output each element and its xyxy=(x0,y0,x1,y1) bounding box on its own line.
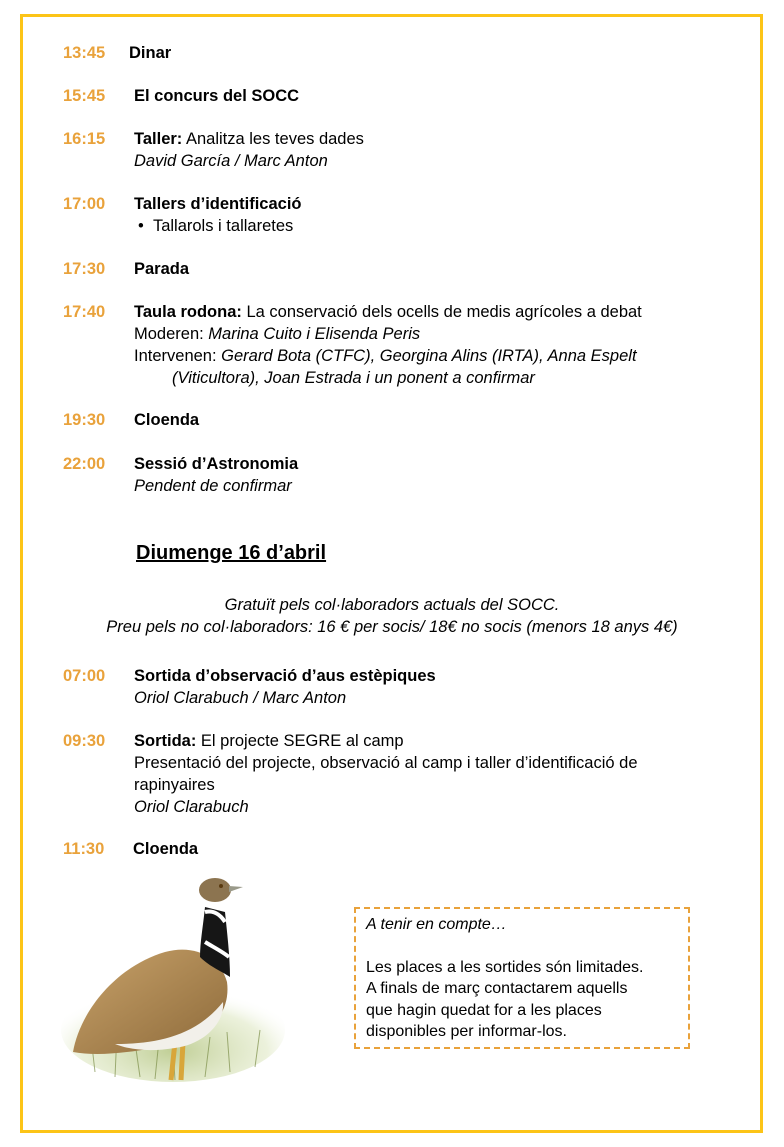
item-body xyxy=(129,42,171,64)
item-speakers: Pendent de confirmar xyxy=(134,477,292,495)
note-line: A finals de març contactarem aquells xyxy=(366,980,628,997)
item-time: 17:00 xyxy=(63,195,106,213)
intervenen-label: Intervenen: xyxy=(134,347,222,365)
item-time: 19:30 xyxy=(63,411,106,429)
item-body xyxy=(134,453,298,497)
note-title: A tenir en compte… xyxy=(366,916,507,933)
item-title: Cloenda xyxy=(134,411,200,429)
bird-head xyxy=(199,878,231,902)
item-time: 13:45 xyxy=(63,44,106,62)
item-title: Sortida: xyxy=(134,732,197,750)
item-title: Tallers d’identificació xyxy=(134,195,302,213)
item-body xyxy=(134,730,638,818)
item-body xyxy=(134,85,299,107)
bullet-text: Tallarols i tallaretes xyxy=(152,217,294,235)
day-heading: Diumenge 16 d’abril xyxy=(136,542,327,564)
item-speakers: Oriol Clarabuch xyxy=(134,798,249,816)
item-title: Parada xyxy=(134,260,190,278)
item-body xyxy=(134,258,189,280)
note-line: que hagin quedat for a les places xyxy=(366,1001,602,1019)
item-time: 16:15 xyxy=(63,130,106,148)
moderen-label: Moderen: xyxy=(134,325,209,343)
item-body xyxy=(134,128,364,172)
item-title: Taller: xyxy=(134,130,183,148)
note-box xyxy=(354,907,690,1049)
item-body xyxy=(134,665,436,709)
moderen-names: Marina Cuito i Elisenda Peris xyxy=(208,325,421,343)
item-time: 22:00 xyxy=(63,455,106,473)
item-title: El concurs del SOCC xyxy=(134,87,300,105)
bullet-icon: • xyxy=(138,217,153,235)
item-title: Cloenda xyxy=(133,840,199,858)
item-time: 17:40 xyxy=(63,303,106,321)
item-time: 09:30 xyxy=(63,732,106,750)
intervenen-names-cont: (Viticultora), Joan Estrada i un ponent a confirmar xyxy=(172,369,535,387)
price-line: Preu pels no col·laboradors: 16 € per socis/ 18€ no socis (menors 18 anys 4€) xyxy=(106,618,678,636)
item-body xyxy=(134,409,199,431)
item-time: 17:30 xyxy=(63,260,106,278)
item-description: Presentació del projecte, observació al camp i taller d’identificació de xyxy=(134,754,638,772)
item-time: 11:30 xyxy=(63,840,105,858)
item-subtitle: El projecte SEGRE al camp xyxy=(196,732,404,750)
item-title: Sessió d’Astronomia xyxy=(134,455,299,473)
item-title: Dinar xyxy=(129,44,172,62)
item-body xyxy=(134,301,642,389)
bullet-item xyxy=(134,215,302,237)
bird-eye xyxy=(219,884,223,888)
note-line: Les places a les sortides són limitades. xyxy=(366,958,644,976)
item-title: Sortida d’observació d’aus estèpiques xyxy=(134,667,436,685)
item-subtitle: La conservació dels ocells de medis agrícoles a debat xyxy=(241,303,642,321)
price-line: Gratuït pels col·laboradors actuals del SOCC. xyxy=(224,596,560,614)
item-subtitle: Analitza les teves dades xyxy=(182,130,364,148)
intervenen-names: Gerard Bota (CTFC), Georgina Alins (IRTA), Anna Espelt xyxy=(221,347,637,365)
item-description: rapinyaires xyxy=(134,776,215,794)
bird-beak xyxy=(229,886,243,892)
note-line: disponibles per informar-los. xyxy=(366,1023,567,1040)
item-speakers: David García / Marc Anton xyxy=(134,152,328,170)
item-time: 07:00 xyxy=(63,667,106,685)
bird-illustration-icon xyxy=(55,872,290,1082)
item-speakers: Oriol Clarabuch / Marc Anton xyxy=(134,689,347,707)
item-body xyxy=(133,838,198,860)
item-title: Taula rodona: xyxy=(134,303,242,321)
item-body xyxy=(134,193,302,237)
item-time: 15:45 xyxy=(63,87,106,105)
